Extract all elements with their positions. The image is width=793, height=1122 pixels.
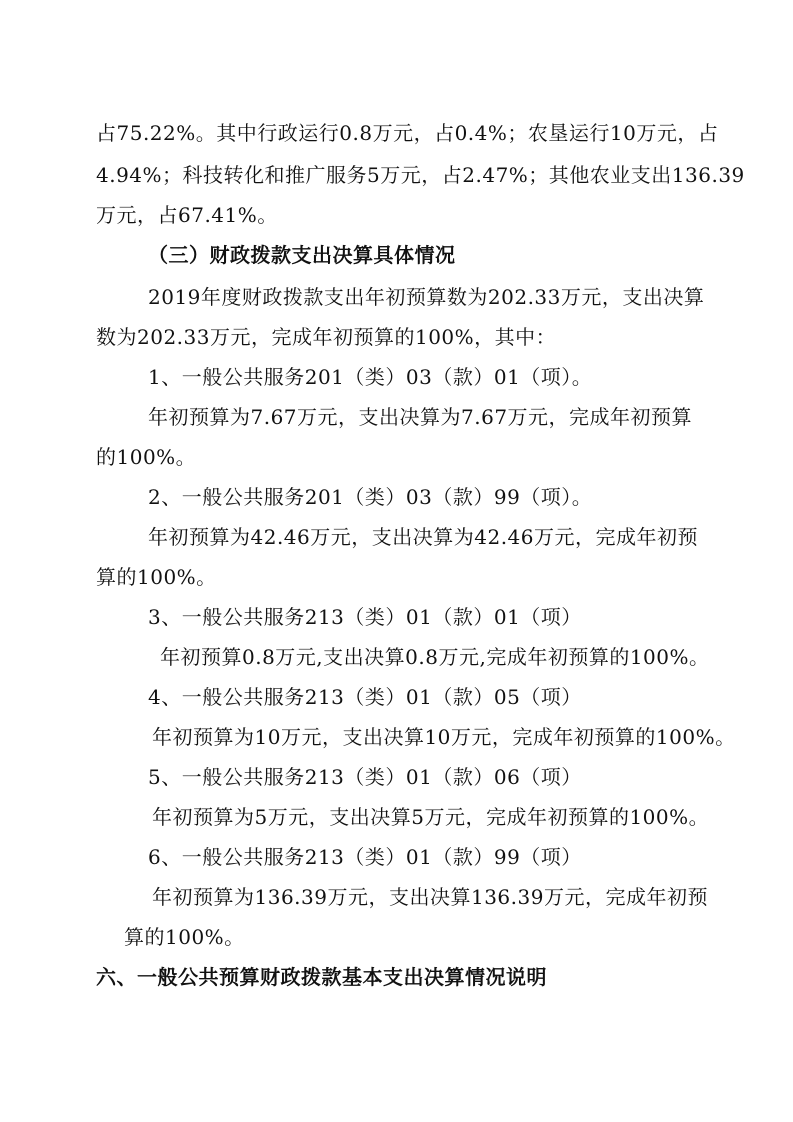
paragraph-line: 年初预算0.8万元,支出决算0.8万元,完成年初预算的100%。 xyxy=(160,645,710,669)
paragraph-line: 的100%。 xyxy=(96,445,197,469)
item-heading-3: 3、一般公共服务213（类）01（款）01（项） xyxy=(148,605,582,629)
paragraph-line: 年初预算为136.39万元，支出决算136.39万元，完成年初预 xyxy=(152,885,708,909)
item-heading-5: 5、一般公共服务213（类）01（款）06（项） xyxy=(148,765,582,789)
paragraph-line: 2019年度财政拨款支出年初预算数为202.33万元，支出决算 xyxy=(148,285,705,309)
paragraph-line: 年初预算为42.46万元，支出决算为42.46万元，完成年初预 xyxy=(148,525,699,549)
item-heading-6: 6、一般公共服务213（类）01（款）99（项） xyxy=(148,845,582,869)
item-heading-1: 1、一般公共服务201（类）03（款）01（项）。 xyxy=(148,365,593,389)
item-heading-2: 2、一般公共服务201（类）03（款）99（项）。 xyxy=(148,485,593,509)
paragraph-line: 数为202.33万元，完成年初预算的100%，其中： xyxy=(96,325,557,349)
paragraph-line: 算的100%。 xyxy=(96,565,217,589)
paragraph-line: 年初预算为7.67万元，支出决算为7.67万元，完成年初预算 xyxy=(148,405,693,429)
paragraph-line: 年初预算为5万元，支出决算5万元，完成年初预算的100%。 xyxy=(152,805,710,829)
paragraph-line: 万元，占67.41%。 xyxy=(96,203,278,227)
section-heading-3: （三）财政拨款支出决算具体情况 xyxy=(148,243,456,267)
item-heading-4: 4、一般公共服务213（类）01（款）05（项） xyxy=(148,685,582,709)
paragraph-line: 算的100%。 xyxy=(124,925,245,949)
section-heading-6: 六、一般公共预算财政拨款基本支出决算情况说明 xyxy=(96,965,547,989)
paragraph-line: 占75.22%。其中行政运行0.8万元，占0.4%；农垦运行10万元，占 xyxy=(96,121,719,145)
paragraph-line: 4.94%；科技转化和推广服务5万元，占2.47%；其他农业支出136.39 xyxy=(96,163,745,187)
paragraph-line: 年初预算为10万元，支出决算10万元，完成年初预算的100%。 xyxy=(152,725,736,749)
